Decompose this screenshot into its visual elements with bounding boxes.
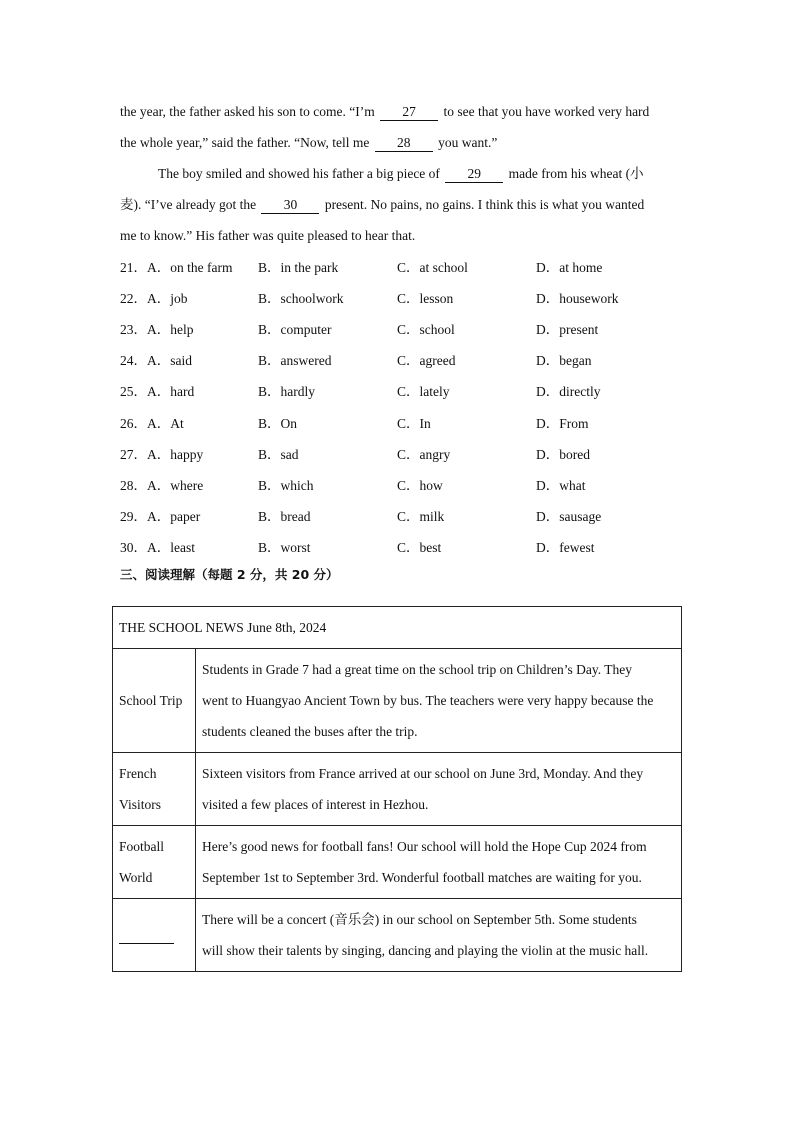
news-row bbox=[113, 899, 682, 972]
blank-28: 28 bbox=[375, 135, 433, 152]
label-text: Football bbox=[119, 839, 165, 854]
news-row-label bbox=[113, 826, 196, 899]
text-line: September 1st to September 3rd. Wonderful football matches are waiting for you. bbox=[202, 870, 642, 885]
passage-text: made from his wheat (小 bbox=[508, 166, 644, 181]
question-29-options bbox=[120, 507, 680, 527]
option-d: D．bored bbox=[536, 447, 590, 462]
option-b: B．worst bbox=[258, 540, 311, 555]
news-row bbox=[113, 753, 682, 826]
news-header: THE SCHOOL NEWS June 8th, 2024 bbox=[113, 607, 682, 649]
question-22-options bbox=[120, 289, 680, 309]
news-row-label bbox=[113, 899, 196, 972]
option-b: B．which bbox=[258, 478, 314, 493]
blank-30: 30 bbox=[261, 197, 319, 214]
news-row-text bbox=[196, 649, 682, 753]
option-c: C．milk bbox=[397, 509, 445, 524]
option-d: D．at home bbox=[536, 260, 603, 275]
passage-line-5 bbox=[120, 226, 680, 246]
option-b: B．hardly bbox=[258, 384, 315, 399]
option-d: D．From bbox=[536, 416, 589, 431]
option-b: B．sad bbox=[258, 447, 299, 462]
text-line: students cleaned the buses after the trip. bbox=[202, 724, 418, 739]
passage-text: to see that you have worked very hard bbox=[443, 104, 650, 119]
question-23-options bbox=[120, 320, 680, 340]
text-line: Students in Grade 7 had a great time on the school trip on Children’s Day. They bbox=[202, 662, 633, 677]
text-line: Sixteen visitors from France arrived at our school on June 3rd, Monday. And they bbox=[202, 766, 644, 781]
news-row-text bbox=[196, 899, 682, 972]
option-c: C．angry bbox=[397, 447, 451, 462]
option-a: 25．A．hard bbox=[120, 384, 195, 399]
option-d: D．housework bbox=[536, 291, 619, 306]
passage-text: present. No pains, no gains. I think this is what you wanted bbox=[324, 197, 645, 212]
label-text: French bbox=[119, 766, 157, 781]
passage-text: the whole year,” said the father. “Now, tell me bbox=[120, 135, 370, 150]
option-c: C．best bbox=[397, 540, 442, 555]
news-header-row bbox=[113, 607, 682, 649]
question-25-options bbox=[120, 382, 680, 402]
question-24-options bbox=[120, 351, 680, 371]
option-b: B．answered bbox=[258, 353, 332, 368]
option-a: 30．A．least bbox=[120, 540, 195, 555]
passage-line-3 bbox=[158, 164, 678, 184]
option-b: B．computer bbox=[258, 322, 332, 337]
school-news-table bbox=[112, 606, 682, 972]
label-text: School Trip bbox=[119, 693, 183, 708]
label-text: World bbox=[119, 870, 153, 885]
question-30-options bbox=[120, 538, 680, 558]
passage-text: you want.” bbox=[438, 135, 498, 150]
option-d: D．present bbox=[536, 322, 599, 337]
option-c: C．lesson bbox=[397, 291, 454, 306]
option-c: C．at school bbox=[397, 260, 468, 275]
option-c: C．lately bbox=[397, 384, 450, 399]
question-26-options bbox=[120, 414, 680, 434]
question-27-options bbox=[120, 445, 680, 465]
text-line: Here’s good news for football fans! Our school will hold the Hope Cup 2024 from bbox=[202, 839, 647, 854]
passage-text: 麦). “I’ve already got the bbox=[120, 197, 257, 212]
option-d: D．sausage bbox=[536, 509, 602, 524]
news-row-label bbox=[113, 753, 196, 826]
news-row-label bbox=[113, 649, 196, 753]
option-a: 23．A．help bbox=[120, 322, 194, 337]
passage-line-1 bbox=[120, 102, 680, 122]
option-c: C．agreed bbox=[397, 353, 456, 368]
news-row bbox=[113, 826, 682, 899]
passage-line-2 bbox=[120, 133, 680, 153]
option-a: 29．A．paper bbox=[120, 509, 201, 524]
option-c: C．how bbox=[397, 478, 443, 493]
blank-27: 27 bbox=[380, 104, 438, 121]
option-a: 28．A．where bbox=[120, 478, 204, 493]
option-c: C．In bbox=[397, 416, 431, 431]
option-b: B．On bbox=[258, 416, 298, 431]
question-21-options bbox=[120, 258, 680, 278]
question-28-options bbox=[120, 476, 680, 496]
passage-text: the year, the father asked his son to come. “I’m bbox=[120, 104, 375, 119]
news-row bbox=[113, 649, 682, 753]
option-b: B．in the park bbox=[258, 260, 339, 275]
passage-text: The boy smiled and showed his father a big piece of bbox=[158, 166, 440, 181]
option-a: 27．A．happy bbox=[120, 447, 204, 462]
text-line: went to Huangyao Ancient Town by bus. The teachers were very happy because the bbox=[202, 693, 654, 708]
option-a: 21．A．on the farm bbox=[120, 260, 233, 275]
option-d: D．directly bbox=[536, 384, 601, 399]
answer-blank[interactable] bbox=[119, 929, 174, 944]
option-b: B．schoolwork bbox=[258, 291, 344, 306]
news-row-text bbox=[196, 753, 682, 826]
text-line: visited a few places of interest in Hezhou. bbox=[202, 797, 429, 812]
option-d: D．began bbox=[536, 353, 592, 368]
passage-text: me to know.” His father was quite pleased to hear that. bbox=[120, 228, 416, 243]
passage-line-4 bbox=[120, 195, 680, 215]
option-a: 22．A．job bbox=[120, 291, 188, 306]
blank-29: 29 bbox=[445, 166, 503, 183]
section-heading: 三、阅读理解（每题 2 分，共 20 分） bbox=[120, 567, 339, 582]
option-d: D．fewest bbox=[536, 540, 595, 555]
news-row-text bbox=[196, 826, 682, 899]
text-line: There will be a concert (音乐会) in our school on September 5th. Some students bbox=[202, 912, 637, 927]
option-d: D．what bbox=[536, 478, 586, 493]
option-a: 26．A．At bbox=[120, 416, 184, 431]
option-a: 24．A．said bbox=[120, 353, 192, 368]
text-line: will show their talents by singing, dancing and playing the violin at the music hall. bbox=[202, 943, 649, 958]
option-c: C．school bbox=[397, 322, 455, 337]
label-text: Visitors bbox=[119, 797, 161, 812]
option-b: B．bread bbox=[258, 509, 311, 524]
